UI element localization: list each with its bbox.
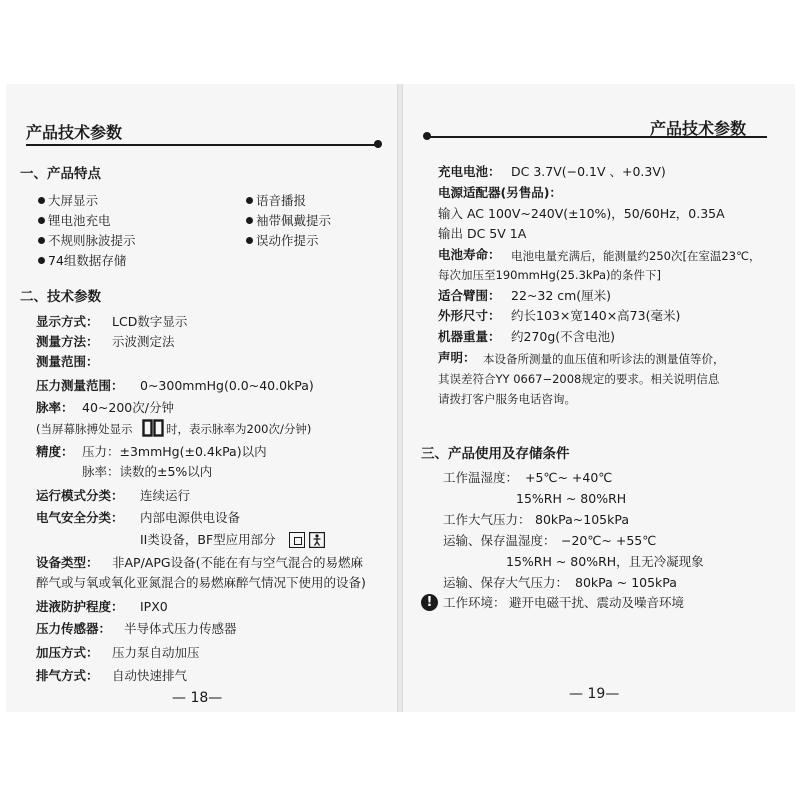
work-temp-value: +5℃~ +40℃ <box>525 470 613 485</box>
statement-value-3: 请拨打客户服务电话咨询。 <box>438 392 576 406</box>
safety-value-1: 内部电源供电设备 <box>140 510 241 525</box>
feature-item: 误动作提示 <box>256 233 319 248</box>
pulse-label: 脉率： <box>36 400 74 415</box>
statement-value-2: 其误差符合YY 0667−2008规定的要求。相关说明信息 <box>438 372 720 386</box>
feature-item: 不规则脉波提示 <box>48 233 136 248</box>
cuff-label: 适合臂围： <box>438 288 501 303</box>
environment-value: 避开电磁干扰、震动及噪音环境 <box>509 595 685 610</box>
class-ii-icon <box>289 532 305 548</box>
bf-part-icon <box>309 532 325 548</box>
warning-icon: ! <box>421 594 438 611</box>
battery-life-value-2: 每次加压至190mmHg(25.3kPa)的条件下] <box>438 268 661 282</box>
right-page-number: — 19— <box>569 686 620 702</box>
bullet-icon <box>246 237 253 244</box>
bullet-icon <box>38 237 45 244</box>
adapter-label: 电源适配器(另售品)： <box>438 185 562 200</box>
seven-segment-00-icon <box>142 419 164 437</box>
storage-temp-label: 运输、保存温湿度： <box>443 533 556 548</box>
left-page-number: — 18— <box>172 690 223 706</box>
adapter-input: 输入 AC 100V~240V(±10%)，50/60Hz，0.35A <box>438 206 725 221</box>
sensor-value: 半导体式压力传感器 <box>124 621 237 636</box>
size-value: 约长103×宽140×高73(毫米) <box>511 308 681 323</box>
bullet-icon <box>246 197 253 204</box>
inflate-label: 加压方式： <box>36 645 99 660</box>
display-label: 显示方式： <box>36 314 99 329</box>
device-value-1: 非AP/APG设备(不能在有与空气混合的易燃麻 <box>112 555 363 570</box>
features-title: 一、产品特点 <box>20 166 101 182</box>
deflate-value: 自动快速排气 <box>112 668 188 683</box>
range-label: 测量范围： <box>36 354 99 369</box>
mode-label: 运行模式分类： <box>36 488 124 503</box>
method-label: 测量方法： <box>36 334 99 349</box>
battery-label: 充电电池： <box>438 164 501 179</box>
weight-value: 约270g(不含电池) <box>511 329 616 344</box>
storage-pressure-value: 80kPa ~ 105kPa <box>575 575 677 590</box>
left-header-title: 产品技术参数 <box>26 123 123 142</box>
accuracy-label: 精度： <box>36 444 74 459</box>
work-pressure-value: 80kPa~105kPa <box>535 512 629 527</box>
battery-life-value-1: 电池电量充满后，能测量约250次[在室温23℃， <box>511 249 761 263</box>
statement-label: 声明： <box>438 350 476 365</box>
left-header-dot <box>374 140 382 148</box>
size-label: 外形尺寸： <box>438 308 501 323</box>
left-page <box>6 84 397 712</box>
device-label: 设备类型： <box>36 555 99 570</box>
device-value-2: 醉气或与氧或氧化亚氮混合的易燃麻醉气情况下使用的设备) <box>36 575 366 590</box>
display-value: LCD数字显示 <box>112 314 188 329</box>
feature-item: 大屏显示 <box>48 193 99 208</box>
bullet-icon <box>38 197 45 204</box>
pulse-note-end: 时，表示脉率为200次/分钟) <box>166 422 312 436</box>
mode-value: 连续运行 <box>140 488 191 503</box>
battery-value: DC 3.7V(−0.1V 、+0.3V) <box>511 164 666 179</box>
battery-life-label: 电池寿命： <box>438 247 501 262</box>
accuracy-pressure: 压力：±3mmHg(±0.4kPa)以内 <box>82 444 267 459</box>
accuracy-pulse: 脉率：读数的±5%以内 <box>82 464 213 479</box>
usage-title: 三、产品使用及存储条件 <box>421 446 570 462</box>
statement-value-1: 本设备所测量的血压值和听诊法的测量值等价， <box>483 352 725 366</box>
deflate-label: 排气方式： <box>36 668 99 683</box>
right-page <box>403 84 795 712</box>
ip-value: IPX0 <box>140 599 168 614</box>
bullet-icon <box>38 257 45 264</box>
pulse-note-start: (当屏幕脉搏处显示 <box>36 422 133 436</box>
bullet-icon <box>38 217 45 224</box>
pulse-value: 40~200次/分钟 <box>82 400 174 415</box>
work-temp-label: 工作温湿度： <box>443 470 519 485</box>
inflate-value: 压力泵自动加压 <box>112 645 200 660</box>
method-value: 示波测定法 <box>112 334 175 349</box>
storage-pressure-label: 运输、保存大气压力： <box>443 575 569 590</box>
weight-label: 机器重量： <box>438 329 501 344</box>
ip-label: 进液防护程度： <box>36 599 124 614</box>
feature-item: 锂电池充电 <box>48 213 111 228</box>
feature-item: 74组数据存储 <box>48 253 127 268</box>
work-pressure-label: 工作大气压力： <box>443 512 531 527</box>
pressure-range-value: 0~300mmHg(0.0~40.0kPa) <box>140 378 314 393</box>
safety-value-2: II类设备，BF型应用部分 <box>140 532 276 547</box>
right-header-title: 产品技术参数 <box>650 119 747 138</box>
sensor-label: 压力传感器： <box>36 621 112 636</box>
feature-item: 袖带佩戴提示 <box>256 213 332 228</box>
work-humidity-value: 15%RH ~ 80%RH <box>516 491 627 506</box>
adapter-output: 输出 DC 5V 1A <box>438 226 527 241</box>
safety-label: 电气安全分类： <box>36 510 124 525</box>
environment-label: 工作环境： <box>443 595 506 610</box>
storage-temp-value: −20℃~ +55℃ <box>561 533 657 548</box>
storage-humidity-value: 15%RH ~ 80%RH，且无冷凝现象 <box>506 554 704 569</box>
feature-item: 语音播报 <box>256 193 307 208</box>
left-header-rule <box>26 144 376 146</box>
cuff-value: 22~32 cm(厘米) <box>511 288 612 303</box>
bullet-icon <box>246 217 253 224</box>
pressure-range-label: 压力测量范围： <box>36 378 124 393</box>
specs-title: 二、技术参数 <box>20 289 101 305</box>
